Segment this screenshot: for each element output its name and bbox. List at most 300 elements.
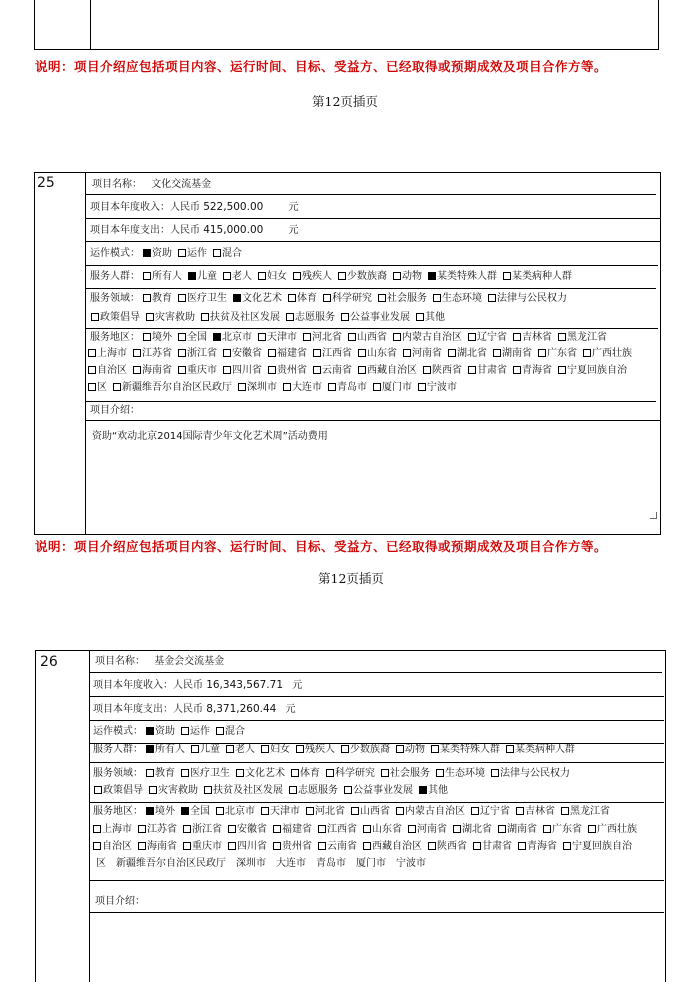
unchecked-box-icon[interactable] — [431, 745, 439, 753]
unchecked-box-icon[interactable] — [341, 313, 349, 321]
unchecked-box-icon[interactable] — [143, 333, 151, 341]
checkbox-option[interactable] — [315, 824, 357, 835]
unchecked-box-icon[interactable] — [288, 294, 296, 302]
unchecked-box-icon[interactable] — [138, 825, 146, 833]
unchecked-box-icon[interactable] — [373, 383, 381, 391]
checkbox-label: 山西省 — [357, 332, 387, 343]
checkbox-option[interactable] — [413, 312, 445, 323]
unchecked-box-icon[interactable] — [178, 294, 186, 302]
checkbox-label: 辽宁省 — [480, 806, 510, 817]
checkbox-option[interactable] — [293, 744, 335, 755]
checked-box-icon[interactable] — [146, 727, 154, 735]
checkbox-option[interactable] — [198, 312, 280, 323]
unchecked-box-icon[interactable] — [473, 842, 481, 850]
field-options-2 — [88, 312, 448, 323]
checkbox-option[interactable] — [355, 348, 397, 359]
checkbox-option[interactable] — [325, 382, 367, 393]
checkbox-label: 社会服务 — [390, 768, 430, 779]
checkbox-option[interactable] — [143, 768, 175, 779]
unchecked-box-icon[interactable] — [433, 294, 441, 302]
region-label: 服务地区： — [90, 332, 140, 343]
checkbox-option[interactable] — [288, 768, 320, 779]
unchecked-box-icon[interactable] — [348, 333, 356, 341]
checkbox-option[interactable] — [85, 365, 127, 376]
region-options-1 — [143, 806, 613, 817]
people-options — [143, 744, 578, 755]
unchecked-box-icon[interactable] — [323, 294, 331, 302]
unchecked-box-icon[interactable] — [261, 807, 269, 815]
unchecked-box-icon[interactable] — [228, 825, 236, 833]
checkbox-option[interactable] — [345, 332, 387, 343]
unchecked-box-icon[interactable] — [223, 272, 231, 280]
unchecked-box-icon[interactable] — [563, 842, 571, 850]
unchecked-box-icon[interactable] — [261, 745, 269, 753]
unchecked-box-icon[interactable] — [113, 383, 121, 391]
unchecked-box-icon[interactable] — [396, 807, 404, 815]
checkbox-option[interactable] — [285, 293, 317, 304]
name-label: 项目名称： — [92, 179, 142, 190]
checkbox-option[interactable] — [323, 768, 375, 779]
checkbox-option[interactable] — [130, 348, 172, 359]
checkbox-option[interactable] — [310, 348, 352, 359]
checkbox-option[interactable] — [488, 768, 570, 779]
unchecked-box-icon[interactable] — [448, 349, 456, 357]
unchecked-box-icon[interactable] — [293, 272, 301, 280]
checkbox-option[interactable] — [378, 768, 430, 779]
unchecked-box-icon[interactable] — [149, 786, 157, 794]
unchecked-box-icon[interactable] — [351, 807, 359, 815]
checkbox-option[interactable] — [355, 365, 417, 376]
unchecked-box-icon[interactable] — [468, 366, 476, 374]
checkbox-label: 文化艺术 — [245, 768, 285, 779]
checkbox-option[interactable] — [580, 348, 632, 359]
checkbox-option[interactable] — [270, 824, 312, 835]
checkbox-option[interactable] — [503, 744, 575, 755]
checkbox-option[interactable] — [130, 365, 172, 376]
unchecked-box-icon[interactable] — [94, 786, 102, 794]
checkbox-label: 内蒙古自治区 — [405, 806, 465, 817]
checkbox-label: 四川省 — [237, 841, 267, 852]
checkbox-option[interactable] — [515, 841, 557, 852]
checkbox-option[interactable] — [90, 824, 132, 835]
unchecked-box-icon[interactable] — [328, 383, 336, 391]
unchecked-box-icon[interactable] — [408, 825, 416, 833]
checkbox-option[interactable] — [560, 841, 632, 852]
unchecked-box-icon[interactable] — [558, 333, 566, 341]
unchecked-box-icon[interactable] — [303, 333, 311, 341]
checkbox-label: 政策倡导 — [103, 785, 143, 796]
unchecked-box-icon[interactable] — [318, 825, 326, 833]
checkbox-option[interactable] — [135, 841, 177, 852]
checkbox-option[interactable] — [220, 348, 262, 359]
field-options-1 — [140, 293, 570, 304]
unchecked-box-icon[interactable] — [146, 313, 154, 321]
unchecked-box-icon[interactable] — [488, 294, 496, 302]
unchecked-box-icon[interactable] — [93, 842, 101, 850]
field-options-1 — [143, 768, 573, 779]
checkbox-option[interactable] — [286, 785, 338, 796]
checkbox-option[interactable] — [513, 806, 555, 817]
checkbox-label: 妇女 — [267, 271, 287, 282]
checkbox-option[interactable] — [135, 824, 177, 835]
unchecked-box-icon[interactable] — [143, 272, 151, 280]
checkbox-option[interactable] — [210, 248, 242, 259]
unchecked-box-icon[interactable] — [178, 249, 186, 257]
checkbox-label: 所有人 — [155, 744, 185, 755]
unchecked-box-icon[interactable] — [181, 727, 189, 735]
unchecked-box-icon[interactable] — [318, 842, 326, 850]
unchecked-box-icon[interactable] — [226, 745, 234, 753]
checkbox-option[interactable] — [555, 332, 607, 343]
unchecked-box-icon[interactable] — [258, 272, 266, 280]
checkbox-option[interactable] — [585, 824, 637, 835]
unchecked-box-icon[interactable] — [133, 366, 141, 374]
region-row-2 — [85, 347, 635, 361]
checked-box-icon[interactable] — [233, 294, 241, 302]
checked-box-icon[interactable] — [213, 333, 221, 341]
unchecked-box-icon[interactable] — [138, 842, 146, 850]
unchecked-box-icon[interactable] — [306, 807, 314, 815]
checkbox-option[interactable] — [88, 312, 140, 323]
unchecked-box-icon[interactable] — [428, 842, 436, 850]
unchecked-box-icon[interactable] — [491, 769, 499, 777]
unchecked-box-icon[interactable] — [561, 807, 569, 815]
checkbox-label: 某类病种人群 — [515, 744, 575, 755]
checkbox-option[interactable] — [310, 365, 352, 376]
checkbox-option[interactable] — [140, 293, 172, 304]
unchecked-box-icon[interactable] — [296, 745, 304, 753]
checkbox-option[interactable] — [485, 293, 567, 304]
checkbox-option[interactable] — [255, 271, 287, 282]
checkbox-option[interactable] — [445, 348, 487, 359]
unchecked-box-icon[interactable] — [183, 842, 191, 850]
checkbox-option[interactable] — [360, 824, 402, 835]
unchecked-box-icon[interactable] — [403, 349, 411, 357]
unchecked-box-icon[interactable] — [273, 842, 281, 850]
checkbox-option[interactable] — [558, 806, 610, 817]
checked-box-icon[interactable] — [188, 272, 196, 280]
checkbox-option[interactable] — [188, 744, 220, 755]
mode-options — [143, 726, 248, 737]
unchecked-box-icon[interactable] — [273, 825, 281, 833]
unchecked-box-icon[interactable] — [506, 745, 514, 753]
region-row-4 — [96, 857, 436, 871]
checkbox-option[interactable] — [85, 382, 107, 393]
checkbox-option[interactable] — [335, 271, 387, 282]
checkbox-option[interactable] — [338, 312, 410, 323]
checkbox-option[interactable] — [360, 841, 422, 852]
checkbox-option[interactable] — [185, 271, 217, 282]
checkbox-option[interactable] — [213, 726, 245, 737]
row-divider — [86, 288, 656, 289]
unchecked-box-icon[interactable] — [236, 769, 244, 777]
unchecked-box-icon[interactable] — [381, 769, 389, 777]
checkbox-option[interactable] — [140, 332, 172, 343]
unchecked-box-icon[interactable] — [191, 745, 199, 753]
checkbox-option[interactable] — [180, 824, 222, 835]
checkbox-option[interactable] — [338, 744, 390, 755]
checkbox-option[interactable] — [468, 806, 510, 817]
unchecked-box-icon[interactable] — [341, 745, 349, 753]
project-name-row — [95, 655, 224, 669]
unchecked-box-icon[interactable] — [558, 366, 566, 374]
unchecked-box-icon[interactable] — [91, 313, 99, 321]
checked-box-icon[interactable] — [146, 745, 154, 753]
checkbox-option[interactable] — [220, 271, 252, 282]
checkbox-option[interactable] — [210, 332, 252, 343]
checked-box-icon[interactable] — [428, 272, 436, 280]
unchecked-box-icon[interactable] — [363, 842, 371, 850]
unchecked-box-icon[interactable] — [313, 366, 321, 374]
checkbox-option[interactable] — [303, 806, 345, 817]
unchecked-box-icon[interactable] — [143, 294, 151, 302]
checkbox-label: 境外 — [155, 806, 175, 817]
unchecked-box-icon[interactable] — [283, 383, 291, 391]
unchecked-box-icon[interactable] — [326, 769, 334, 777]
unchecked-box-icon[interactable] — [178, 349, 186, 357]
unchecked-box-icon[interactable] — [344, 786, 352, 794]
checkbox-option[interactable] — [225, 824, 267, 835]
checkbox-option[interactable] — [85, 348, 127, 359]
checkbox-option[interactable] — [300, 332, 342, 343]
checkbox-option[interactable] — [495, 824, 537, 835]
checkbox-option[interactable] — [140, 248, 172, 259]
unchecked-box-icon[interactable] — [513, 333, 521, 341]
unchecked-box-icon[interactable] — [268, 366, 276, 374]
checked-box-icon[interactable] — [146, 807, 154, 815]
unchecked-box-icon[interactable] — [313, 349, 321, 357]
mode-options — [140, 248, 245, 259]
unchecked-box-icon[interactable] — [178, 366, 186, 374]
checkbox-option[interactable] — [405, 824, 447, 835]
checkbox-option[interactable] — [220, 365, 262, 376]
unchecked-box-icon[interactable] — [503, 272, 511, 280]
checkbox-label: 浙江省 — [187, 348, 217, 359]
unchecked-box-icon[interactable] — [416, 313, 424, 321]
unchecked-box-icon[interactable] — [418, 383, 426, 391]
unchecked-box-icon[interactable] — [498, 825, 506, 833]
resize-grip-icon[interactable] — [650, 512, 657, 519]
checkbox-option[interactable] — [235, 382, 277, 393]
unchecked-box-icon[interactable] — [133, 349, 141, 357]
checkbox-label: 湖南省 — [507, 824, 537, 835]
unchecked-box-icon[interactable] — [493, 349, 501, 357]
checkbox-option[interactable] — [415, 382, 457, 393]
checkbox-option[interactable] — [178, 768, 230, 779]
unchecked-box-icon[interactable] — [588, 825, 596, 833]
unchecked-box-icon[interactable] — [518, 842, 526, 850]
checkbox-option[interactable] — [320, 293, 372, 304]
checkbox-option[interactable] — [465, 365, 507, 376]
checkbox-option[interactable] — [470, 841, 512, 852]
checkbox-option[interactable] — [201, 785, 283, 796]
checkbox-option[interactable] — [450, 824, 492, 835]
unchecked-box-icon[interactable] — [258, 333, 266, 341]
checkbox-option[interactable] — [178, 806, 210, 817]
unchecked-box-icon[interactable] — [436, 769, 444, 777]
unchecked-box-icon[interactable] — [471, 807, 479, 815]
checkbox-option[interactable] — [490, 348, 532, 359]
unchecked-box-icon[interactable] — [88, 366, 96, 374]
checkbox-option[interactable] — [425, 841, 467, 852]
checkbox-option[interactable] — [178, 726, 210, 737]
checkbox-option[interactable] — [428, 744, 500, 755]
unchecked-box-icon[interactable] — [223, 366, 231, 374]
unchecked-box-icon[interactable] — [423, 366, 431, 374]
checkbox-label: 山东省 — [367, 348, 397, 359]
checked-box-icon[interactable] — [419, 786, 427, 794]
checkbox-label: 资助 — [152, 248, 172, 259]
checkbox-option[interactable] — [510, 332, 552, 343]
unchecked-box-icon[interactable] — [393, 333, 401, 341]
unchecked-box-icon[interactable] — [513, 366, 521, 374]
unchecked-box-icon[interactable] — [358, 366, 366, 374]
checkbox-option[interactable] — [140, 271, 182, 282]
checkbox-option[interactable] — [535, 348, 577, 359]
checked-box-icon[interactable] — [181, 807, 189, 815]
checkbox-option[interactable] — [280, 382, 322, 393]
checkbox-option[interactable] — [143, 726, 175, 737]
checkbox-option[interactable] — [233, 768, 285, 779]
checkbox-option[interactable] — [175, 248, 207, 259]
checkbox-option[interactable] — [420, 365, 462, 376]
unchecked-box-icon[interactable] — [223, 349, 231, 357]
checkbox-option[interactable] — [175, 332, 207, 343]
checked-box-icon[interactable] — [143, 249, 151, 257]
unchecked-box-icon[interactable] — [291, 769, 299, 777]
currency-label: 人民币 — [173, 704, 203, 715]
unchecked-box-icon[interactable] — [146, 769, 154, 777]
project-name-value: 基金会交流基金 — [154, 656, 225, 667]
unchecked-box-icon[interactable] — [393, 272, 401, 280]
checkbox-option[interactable] — [265, 348, 307, 359]
checkbox-option[interactable] — [400, 348, 442, 359]
unchecked-box-icon[interactable] — [358, 349, 366, 357]
region-options-1 — [140, 332, 610, 343]
checkbox-option[interactable] — [255, 332, 297, 343]
unchecked-box-icon[interactable] — [93, 825, 101, 833]
unchecked-box-icon[interactable] — [583, 349, 591, 357]
unchecked-box-icon[interactable] — [216, 727, 224, 735]
checkbox-option[interactable] — [258, 806, 300, 817]
checkbox-label: 福建省 — [277, 348, 307, 359]
checkbox-option[interactable] — [390, 332, 462, 343]
checkbox-option[interactable] — [223, 744, 255, 755]
checkbox-option[interactable] — [225, 841, 267, 852]
checkbox-label: 扶贫及社区发展 — [213, 785, 283, 796]
checkbox-label: 宁夏回族自治 — [567, 365, 627, 376]
unchecked-box-icon[interactable] — [289, 786, 297, 794]
income-row — [90, 200, 299, 215]
checkbox-option[interactable] — [180, 841, 222, 852]
checkbox-option[interactable] — [348, 806, 390, 817]
unchecked-box-icon[interactable] — [178, 333, 186, 341]
checkbox-option[interactable] — [315, 841, 357, 852]
checkbox-option[interactable] — [90, 841, 132, 852]
checkbox-option[interactable] — [110, 382, 232, 393]
unchecked-box-icon[interactable] — [201, 313, 209, 321]
unchecked-box-icon[interactable] — [538, 349, 546, 357]
unchecked-box-icon[interactable] — [396, 745, 404, 753]
checkbox-option[interactable] — [540, 824, 582, 835]
checkbox-option[interactable] — [393, 744, 425, 755]
checkbox-option[interactable] — [416, 785, 448, 796]
checkbox-label: 黑龙江省 — [570, 806, 610, 817]
checkbox-option[interactable] — [500, 271, 572, 282]
checkbox-label: 某类特殊人群 — [440, 744, 500, 755]
checkbox-option[interactable] — [146, 785, 198, 796]
checkbox-option[interactable] — [370, 382, 412, 393]
unchecked-box-icon[interactable] — [516, 807, 524, 815]
checkbox-option[interactable] — [91, 785, 143, 796]
checkbox-label: 天津市 — [267, 332, 297, 343]
region-text: 宁波市 — [396, 858, 426, 869]
unchecked-box-icon[interactable] — [363, 825, 371, 833]
unchecked-box-icon[interactable] — [216, 807, 224, 815]
unchecked-box-icon[interactable] — [183, 825, 191, 833]
checkbox-option[interactable] — [290, 271, 332, 282]
unchecked-box-icon[interactable] — [543, 825, 551, 833]
row-divider — [90, 802, 664, 803]
unchecked-box-icon[interactable] — [453, 825, 461, 833]
unchecked-box-icon[interactable] — [88, 349, 96, 357]
checkbox-option[interactable] — [143, 312, 195, 323]
checkbox-option[interactable] — [510, 365, 552, 376]
checkbox-option[interactable] — [143, 806, 175, 817]
checkbox-option[interactable] — [143, 744, 185, 755]
checkbox-option[interactable] — [265, 365, 307, 376]
checkbox-label: 上海市 — [97, 348, 127, 359]
checkbox-label: 河北省 — [312, 332, 342, 343]
checkbox-option[interactable] — [258, 744, 290, 755]
checkbox-option[interactable] — [175, 293, 227, 304]
checkbox-option[interactable] — [175, 348, 217, 359]
project-intro-text: 资助“欢动北京2014国际青少年文化艺术周”活动费用 — [92, 431, 328, 442]
checkbox-label: 自治区 — [97, 365, 127, 376]
checkbox-label: 宁波市 — [427, 382, 457, 393]
checkbox-option[interactable] — [270, 841, 312, 852]
unchecked-box-icon[interactable] — [338, 272, 346, 280]
unchecked-box-icon[interactable] — [378, 294, 386, 302]
checkbox-option[interactable] — [465, 332, 507, 343]
unchecked-box-icon[interactable] — [228, 842, 236, 850]
checkbox-option[interactable] — [230, 293, 282, 304]
checkbox-option[interactable] — [390, 271, 422, 282]
checkbox-label: 资助 — [155, 726, 175, 737]
unchecked-box-icon[interactable] — [238, 383, 246, 391]
people-label: 服务人群： — [93, 744, 143, 755]
unchecked-box-icon[interactable] — [204, 786, 212, 794]
unchecked-box-icon[interactable] — [181, 769, 189, 777]
unchecked-box-icon[interactable] — [286, 313, 294, 321]
checkbox-option[interactable] — [430, 293, 482, 304]
unchecked-box-icon[interactable] — [88, 383, 96, 391]
checkbox-option[interactable] — [425, 271, 497, 282]
unchecked-box-icon[interactable] — [268, 349, 276, 357]
checkbox-option[interactable] — [213, 806, 255, 817]
unchecked-box-icon[interactable] — [468, 333, 476, 341]
checkbox-label: 政策倡导 — [100, 312, 140, 323]
checkbox-option[interactable] — [555, 365, 627, 376]
checkbox-option[interactable] — [375, 293, 427, 304]
checkbox-option[interactable] — [175, 365, 217, 376]
checkbox-option[interactable] — [283, 312, 335, 323]
checkbox-option[interactable] — [433, 768, 485, 779]
income-row — [93, 678, 302, 693]
checkbox-option[interactable] — [393, 806, 465, 817]
unchecked-box-icon[interactable] — [213, 249, 221, 257]
checkbox-option[interactable] — [341, 785, 413, 796]
